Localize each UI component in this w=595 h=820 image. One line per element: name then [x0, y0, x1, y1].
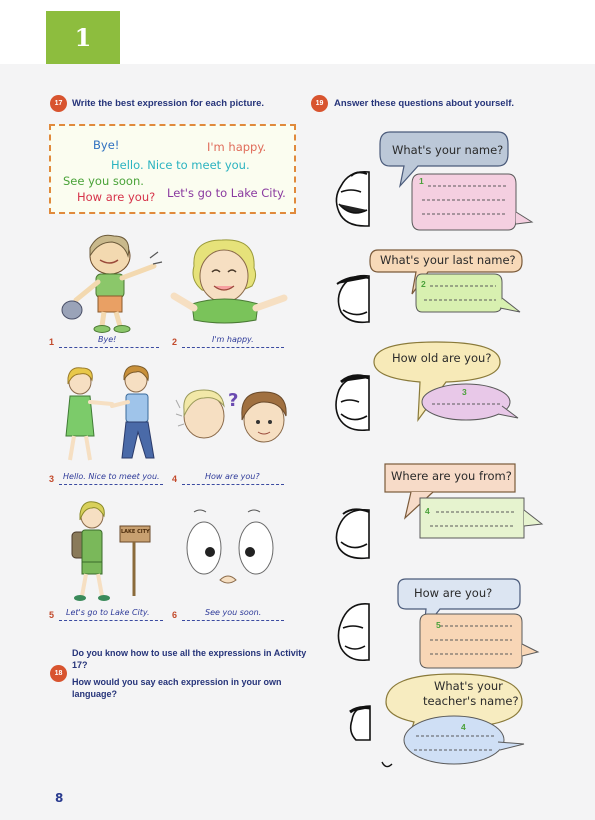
activity-19-badge: 19 — [311, 95, 328, 112]
answer-2-number: 2 — [421, 279, 426, 289]
picture-5-answer: Let's go to Lake City. — [66, 608, 150, 617]
bottom-chin-fragment — [380, 760, 394, 770]
picture-3-answer: Hello. Nice to meet you. — [63, 472, 160, 481]
svg-text:?: ? — [228, 390, 239, 411]
page-number: 8 — [55, 791, 64, 805]
activity-18-line-2: How would you say each expression in your own language? — [72, 677, 282, 699]
expression-hello-nice-to-meet-you: Hello. Nice to meet you. — [111, 158, 250, 172]
face-5-man-side — [331, 600, 371, 664]
face-1-laughing-man — [331, 168, 371, 230]
picture-1-waving-girl — [58, 226, 170, 334]
expression-how-are-you: How are you? — [77, 190, 156, 204]
answer-bubble-2[interactable] — [412, 272, 524, 318]
picture-3-handshake — [56, 366, 166, 466]
picture-4-number: 4 — [172, 474, 178, 484]
picture-6-answer: See you soon. — [205, 608, 262, 617]
question-1-text: What's your name? — [392, 143, 504, 157]
answer-1-number: 1 — [419, 176, 424, 186]
unit-number-tab: 1 — [46, 11, 120, 64]
picture-1-number: 1 — [49, 337, 55, 347]
activity-18-badge: 18 — [50, 665, 67, 682]
question-6-line-1: What's your — [434, 679, 503, 693]
question-4-text: Where are you from? — [391, 469, 512, 483]
face-3-smiling-man — [331, 372, 371, 434]
lake-city-sign-text: LAKE CITY — [121, 529, 150, 535]
expression-bye: Bye! — [93, 138, 120, 152]
picture-5-girl-with-sign — [64, 500, 164, 604]
activity-17-badge: 17 — [50, 95, 67, 112]
answer-4-number: 4 — [425, 506, 430, 516]
answer-bubble-3[interactable] — [420, 382, 520, 424]
expression-see-you-soon: See you soon. — [63, 174, 144, 188]
answer-bubble-4[interactable] — [418, 496, 546, 542]
question-5-text: How are you? — [414, 586, 493, 600]
activity-18-line-1: Do you know how to use all the expressions in Activity 17? — [72, 648, 307, 670]
answer-6-number: 4 — [461, 722, 466, 732]
picture-2-happy-face — [172, 236, 292, 332]
picture-4-answer: How are you? — [205, 472, 260, 481]
activity-17-title: Write the best expression for each picture. — [72, 98, 264, 109]
picture-1-answer: Bye! — [98, 335, 117, 344]
picture-2-number: 2 — [172, 337, 178, 347]
face-6-man-profile — [346, 704, 372, 744]
answer-3-number: 3 — [462, 387, 467, 397]
picture-6-eyes — [180, 508, 292, 596]
answer-bubble-1[interactable] — [408, 172, 534, 234]
activity-19-title: Answer these questions about yourself. — [334, 98, 515, 109]
picture-5-number: 5 — [49, 610, 55, 620]
expression-lets-go-to-lake-city: Let's go to Lake City. — [167, 186, 286, 200]
question-6-line-2: teacher's name? — [423, 694, 519, 708]
question-3-text: How old are you? — [392, 351, 492, 365]
face-2-man-with-cap — [331, 270, 371, 326]
picture-3-number: 3 — [49, 474, 55, 484]
picture-6-number: 6 — [172, 610, 178, 620]
question-2-text: What's your last name? — [380, 253, 516, 267]
expression-im-happy: I'm happy. — [207, 140, 267, 154]
picture-4-two-faces — [176, 386, 292, 448]
answer-5-number: 5 — [436, 620, 441, 630]
face-4-grinning-man — [331, 506, 371, 562]
picture-2-answer: I'm happy. — [212, 335, 254, 344]
